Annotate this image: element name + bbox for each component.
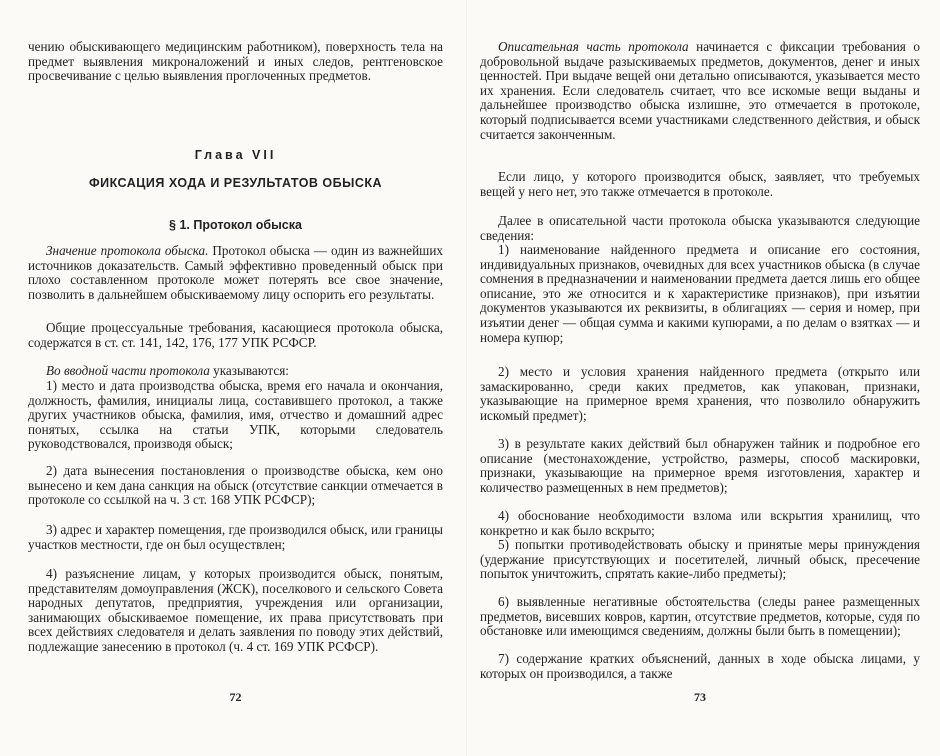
right-paragraph-1-lead: Описательная часть протокола bbox=[498, 39, 689, 54]
right-page-number: 73 bbox=[694, 690, 706, 704]
right-item-5: 5) попытки противодействовать обыску и принятые меры принуждения (удержание присутствующих и посетителей, личный обыск, пресечение попыток уничтожить, спрятать какие-либо предметы); bbox=[480, 537, 920, 582]
left-paragraph-1-lead: Значение протокола обыска. bbox=[46, 243, 209, 258]
right-item-3: 3) в результате каких действий был обнаружен тайник и подробное его описание (местонахождение, устройство, размеры, способ маскировки, признаки, указывающие на примерное время изготовления, характер и количество размещенных в нем предметов); bbox=[480, 436, 920, 495]
left-item-4: 4) разъяснение лицам, у которых производится обыск, понятым, представителям домоуправления (ЖСК), поселкового и сельского Совета народных депутатов, предприятия, учреждения или организации, занимающих обыскиваемое помещение, их права присутствовать при всех действиях следователя и делать заявления по поводу этих действий, подлежащие занесению в протокол (ч. 4 ст. 169 УПК РСФСР). bbox=[28, 566, 443, 654]
right-item-4: 4) обоснование необходимости взлома или вскрытия хранилищ, что конкретно и как было вскрыто; bbox=[480, 508, 920, 538]
left-item-3: 3) адрес и характер помещения, где производился обыск, или границы участков местности, где он был осуществлен; bbox=[28, 522, 443, 552]
left-paragraph-3-lead: Во вводной части протокола bbox=[46, 363, 210, 378]
left-intro-paragraph: чению обыскивающего медицинским работником), поверхность тела на предмет выявления микроналожений и иных следов, рентгеновское просвечивание с целью выявления проглоченных предметов. bbox=[28, 39, 443, 84]
right-item-6: 6) выявленные негативные обстоятельства (следы ранее размещенных предметов, висевших ковров, картин, отсутствие предметов, которые, судя по обстановке или имеющимся сведениям, должны были быть в помещении); bbox=[480, 594, 920, 639]
right-paragraph-1-text: начинается с фиксации требования о добровольной выдаче разыскиваемых предметов, документов, денег и иных ценностей. При выдаче вещей они детально описываются, указывается место их хранения. Если следователь считает, что все искомые вещи выданы и дальнейшее производство обыска излишне, это отмечается в протоколе, который подписывается всеми участниками следственного действия, и обыск считается законченным. bbox=[480, 39, 921, 142]
left-page bbox=[28, 0, 443, 756]
left-paragraph-1-text: Протокол обыска — один из важнейших источников доказательств. Самый эффективно проведенный обыск при плохо составленном протоколе может потерять все свое значение, позволить в дальнейшем обыскиваемому лицу оспорить его результаты. bbox=[28, 243, 443, 302]
left-paragraph-2: Общие процессуальные требования, касающиеся протокола обыска, содержатся в ст. ст. 141, 142, 176, 177 УПК РСФСР. bbox=[28, 320, 443, 350]
right-paragraph-1 bbox=[480, 40, 920, 142]
right-item-7: 7) содержание кратких объяснений, данных в ходе обыска лицами, у которых он производился, а также bbox=[480, 651, 920, 681]
right-paragraph-2: Если лицо, у которого производится обыск, заявляет, что требуемых вещей у него нет, это также отмечается в протоколе. bbox=[480, 169, 920, 199]
chapter-label: Глава VII bbox=[194, 148, 277, 162]
left-item-1: 1) место и дата производства обыска, время его начала и окончания, должность, фамилия, инициалы лица, составившего протокол, а также других участников обыска, фамилия, имя, отчество и домашний адрес понятых, ссылка на статьи УПК, которыми следователь руководствовался, производя обыск; bbox=[28, 378, 443, 452]
right-item-1: 1) наименование найденного предмета и описание его состояния, индивидуальных признаков, очевидных для всех участников обыска (в случае сомнения в предназначении и наименовании предмета дается лишь его общее описание, это же относится и к характеристике признаков), при изъятии документов указываются их реквизиты, в облигациях — серия и номер, при изъятии денег — общая сумма и какими купюрами, а по делам о взятках — и номера купюр; bbox=[480, 242, 920, 345]
left-item-2: 2) дата вынесения постановления о производстве обыска, кем оно вынесено и кем дана санкция на обыск (отсутствие санкции отмечается в протоколе со ссылкой на ч. 3 ст. 168 УПК РСФСР); bbox=[28, 463, 443, 508]
right-page bbox=[480, 0, 920, 756]
left-paragraph-3-text: указываются: bbox=[209, 363, 289, 378]
right-paragraph-3: Далее в описательной части протокола обыска указываются следующие сведения: bbox=[480, 213, 920, 243]
chapter-title: ФИКСАЦИЯ ХОДА И РЕЗУЛЬТАТОВ ОБЫСКА bbox=[88, 176, 383, 190]
left-page-number: 72 bbox=[229, 690, 242, 704]
section-title: § 1. Протокол обыска bbox=[169, 218, 302, 232]
page-gutter bbox=[466, 0, 467, 756]
left-paragraph-1 bbox=[28, 244, 443, 302]
right-item-2: 2) место и условия хранения найденного предмета (открыто или замаскированно, среди каких предметов, как упакован, признаки, указывающие на примерное время хранения, что позволило обнаружить искомый предмет); bbox=[480, 364, 920, 423]
left-paragraph-3 bbox=[28, 364, 443, 379]
